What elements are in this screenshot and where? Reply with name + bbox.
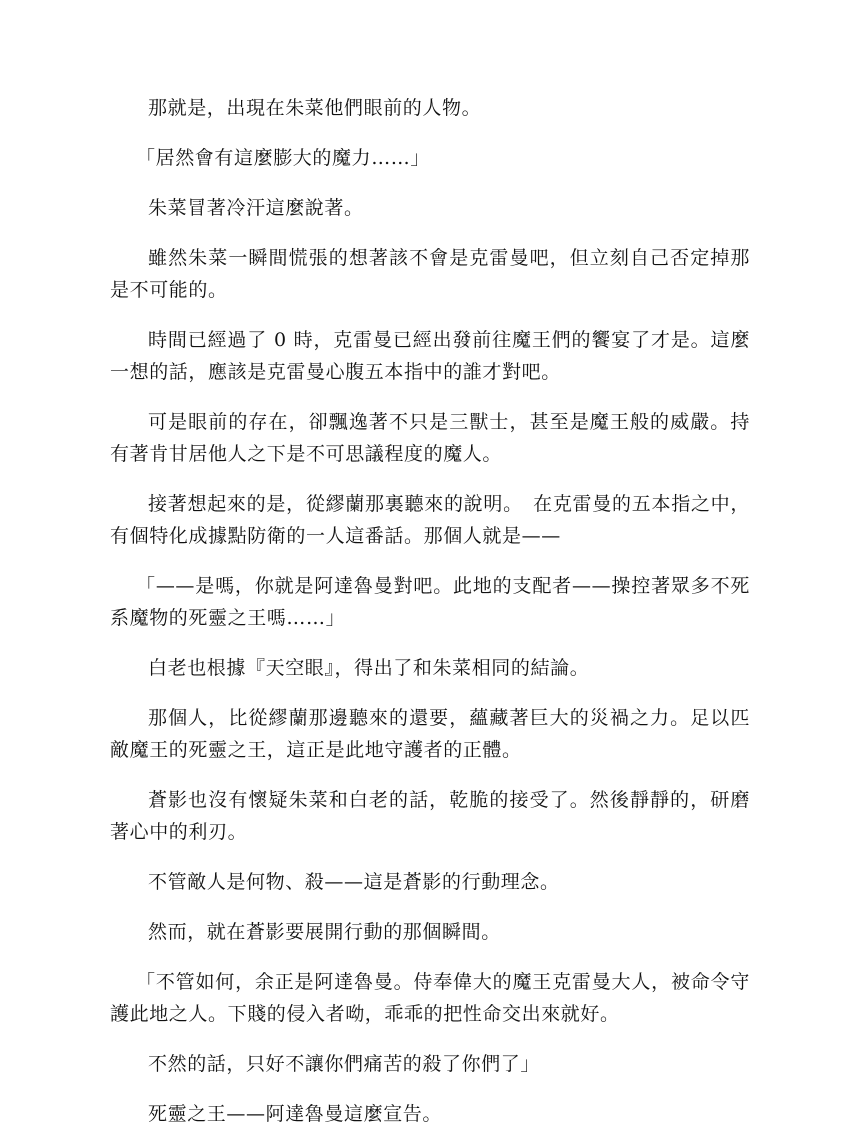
paragraph: 時間已經過了 0 時，克雷曼已經出發前往魔王們的饗宴了才是。這麼一想的話，應該是克雷曼心腹五本指中的誰才對吧。 [110, 329, 750, 383]
paragraph: 接著想起來的是，從繆蘭那裏聽來的說明。 在克雷曼的五本指之中，有個特化成據點防衛的一人這番話。那個人就是—— [110, 493, 750, 547]
paragraph: 可是眼前的存在，卻飄逸著不只是三獸士，甚至是魔王般的威嚴。持有著肯甘居他人之下是不可思議程度的魔人。 [110, 411, 750, 465]
paragraph: 蒼影也沒有懷疑朱菜和白老的話，乾脆的接受了。然後靜靜的，研磨著心中的利刃。 [110, 789, 750, 843]
paragraph: 不管敵人是何物、殺——這是蒼影的行動理念。 [148, 871, 560, 893]
paragraph: 死靈之王——阿達魯曼這麼宣告。 [148, 1103, 443, 1125]
paragraph: 「不管如何，余正是阿達魯曼。侍奉偉大的魔王克雷曼大人，被命令守護此地之人。下賤的侵入者呦，乖乖的把性命交出來就好。 [110, 971, 750, 1025]
body-text [110, 92, 750, 1148]
paragraph: 朱菜冒著冷汗這麼說著。 [148, 197, 364, 219]
paragraph: 「居然會有這麼膨大的魔力……」 [136, 147, 431, 169]
paragraph: 那個人，比從繆蘭那邊聽來的還要，蘊藏著巨大的災禍之力。足以匹敵魔王的死靈之王，這正是此地守護者的正體。 [110, 707, 750, 761]
paragraph: 雖然朱菜一瞬間慌張的想著該不會是克雷曼吧，但立刻自己否定掉那是不可能的。 [110, 247, 750, 301]
paragraph: 白老也根據『天空眼』，得出了和朱菜相同的結論。 [148, 657, 590, 679]
paragraph: 那就是，出現在朱菜他們眼前的人物。 [148, 97, 482, 119]
paragraph: 「——是嗎，你就是阿達魯曼對吧。此地的支配者——操控著眾多不死系魔物的死靈之王嗎……」 [110, 575, 750, 629]
paragraph: 然而，就在蒼影要展開行動的那個瞬間。 [148, 921, 501, 943]
paragraph: 不然的話，只好不讓你們痛苦的殺了你們了」 [148, 1053, 541, 1075]
